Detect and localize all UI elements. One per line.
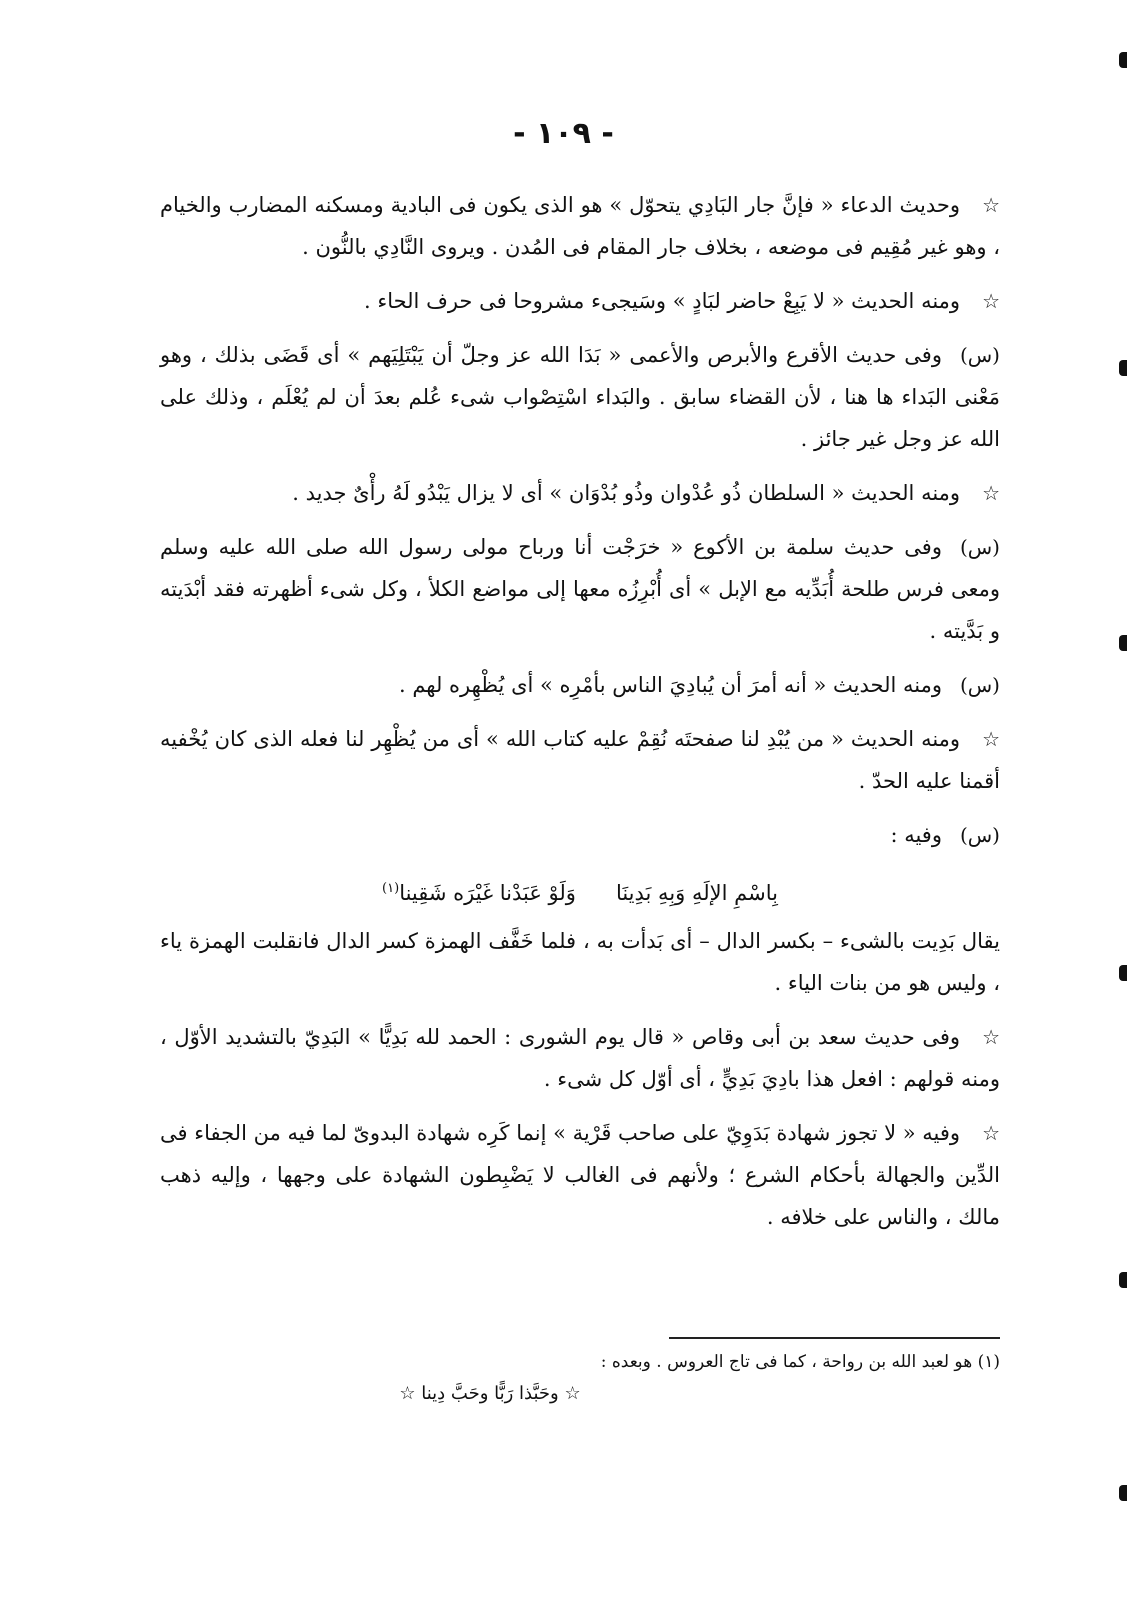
verse-hemistich-1: بِاسْمِ الإلَهِ وَبِهِ بَدِينَا <box>615 881 778 905</box>
star-marker: ☆ <box>982 289 1000 313</box>
paragraph-text: ومنه الحديث « لا يَبِعْ حاضر لبَادٍ » وسَيجىء مشروحا فى حرف الحاء . <box>363 289 961 313</box>
scan-edge-mark <box>1119 360 1127 376</box>
star-marker: ☆ <box>982 481 1000 505</box>
source-marker: (س) <box>959 535 1000 559</box>
paragraph-9 <box>160 920 1000 1004</box>
star-marker: ☆ <box>982 193 1000 217</box>
paragraph-11 <box>160 1112 1000 1238</box>
verse-hemistich-2-text: وَلَوْ عَبَدْنا غَيْرَه شَقِينا <box>399 881 576 905</box>
paragraph-8 <box>160 814 1000 856</box>
footnote-reference: (١) <box>382 881 400 896</box>
paragraph-4 <box>160 472 1000 514</box>
paragraph-text: ومنه الحديث « من يُبْدِ لنا صفحتَه نُقِمْ عليه كتاب الله » أى من يُظْهِر لنا فعله الذى كان يُخْفيه أقمنا عليه الحدّ . <box>160 727 1000 793</box>
poem-verse <box>160 868 1000 914</box>
paragraph-2 <box>160 280 1000 322</box>
scan-edge-mark <box>1119 635 1127 651</box>
star-marker: ☆ <box>982 1025 1000 1049</box>
footnote-divider <box>669 1337 1000 1339</box>
paragraph-text: وفيه « لا تجوز شهادة بَدَوِيّ على صاحب قَرْية » إنما كَرِه شهادة البدوىّ لما فيه من الجفاء فى الدِّين والجهالة بأحكام الشرع ؛ ولأنهم فى الغالب لا يَضْبِطون الشهادة على وجهها ، وإليه ذهب مالك ، والناس على خلافه . <box>160 1121 1000 1229</box>
footnote-verse: ☆ وحَبَّذا رَبًّا وحَبَّ دِينا ☆ <box>399 1383 581 1404</box>
paragraph-10 <box>160 1016 1000 1100</box>
paragraph-text: وحديث الدعاء « فإنَّ جار البَادِي يتحوّل » هو الذى يكون فى البادية ومسكنه المضارب والخيام ، وهو غير مُقِيم فى موضعه ، بخلاف جار المقام فى المُدن . ويروى النَّادِي بالنُّون . <box>160 193 1000 259</box>
paragraph-text: ومنه الحديث « السلطان ذُو عُدْوان وذُو بُدْوَان » أى لا يزال يَبْدُو لَهُ رأْىٌ جديد . <box>292 481 961 505</box>
paragraph-3 <box>160 334 1000 460</box>
source-marker: (س) <box>959 673 1000 697</box>
paragraph-6 <box>160 664 1000 706</box>
footnote-text: (١) هو لعبد الله بن رواحة ، كما فى تاج العروس . وبعده : <box>600 1352 1000 1372</box>
verse-hemistich-2 <box>382 868 576 914</box>
scan-edge-mark <box>1119 1272 1127 1288</box>
paragraph-text: وفى حديث سعد بن أبى وقاص « قال يوم الشورى : الحمد لله بَدِيًّا » البَدِيّ بالتشديد الأوّل ، ومنه قولهم : افعل هذا بادِيَ بَدِيٍّ ، أى أوّل كل شىء . <box>160 1025 1000 1091</box>
source-marker: (س) <box>959 343 1000 367</box>
scan-edge-mark <box>1119 52 1127 68</box>
paragraph-text: وفى حديث سلمة بن الأكوع « خرَجْت أنا ورباح مولى رسول الله صلى الله عليه وسلم ومعى فرس طلحة أُبَدِّيه مع الإبل » أى أُبْرِزُه معها إلى مواضع الكلأ ، وكل شىء أظهرته فقد أبْدَيته و بَدَّيته . <box>160 535 1000 643</box>
paragraph-7 <box>160 718 1000 802</box>
star-marker: ☆ <box>982 1121 1000 1145</box>
star-marker: ☆ <box>982 727 1000 751</box>
paragraph-1 <box>160 184 1000 268</box>
source-marker: (س) <box>959 823 1000 847</box>
paragraph-text: وفيه : <box>890 823 942 847</box>
paragraph-text: يقال بَدِيت بالشىء – بكسر الدال – أى بَدأت به ، فلما خَفَّف الهمزة كسر الدال فانقلبت الهمزة ياء ، وليس هو من بنات الياء . <box>160 929 1000 995</box>
page-number: - ١٠٩ - <box>513 116 614 151</box>
paragraph-text: ومنه الحديث « أنه أمرَ أن يُبادِيَ الناس بأمْرِه » أى يُظْهِره لهم . <box>398 673 942 697</box>
scan-edge-mark <box>1119 1485 1127 1501</box>
scan-edge-mark <box>1119 965 1127 981</box>
paragraph-5 <box>160 526 1000 652</box>
paragraph-text: وفى حديث الأقرع والأبرص والأعمى « بَدَا الله عز وجلّ أن يَبْتَلِيَهم » أى قَضَى بذلك ، وهو مَعْنى البَداء ها هنا ، لأن القضاء سابق . والبَداء اسْتِصْواب شىء عُلم بعدَ أن لم يُعْلَم ، وذلك على الله عز وجل غير جائز . <box>160 343 1000 451</box>
footnotes <box>160 1346 1000 1410</box>
main-text <box>160 184 1000 1250</box>
